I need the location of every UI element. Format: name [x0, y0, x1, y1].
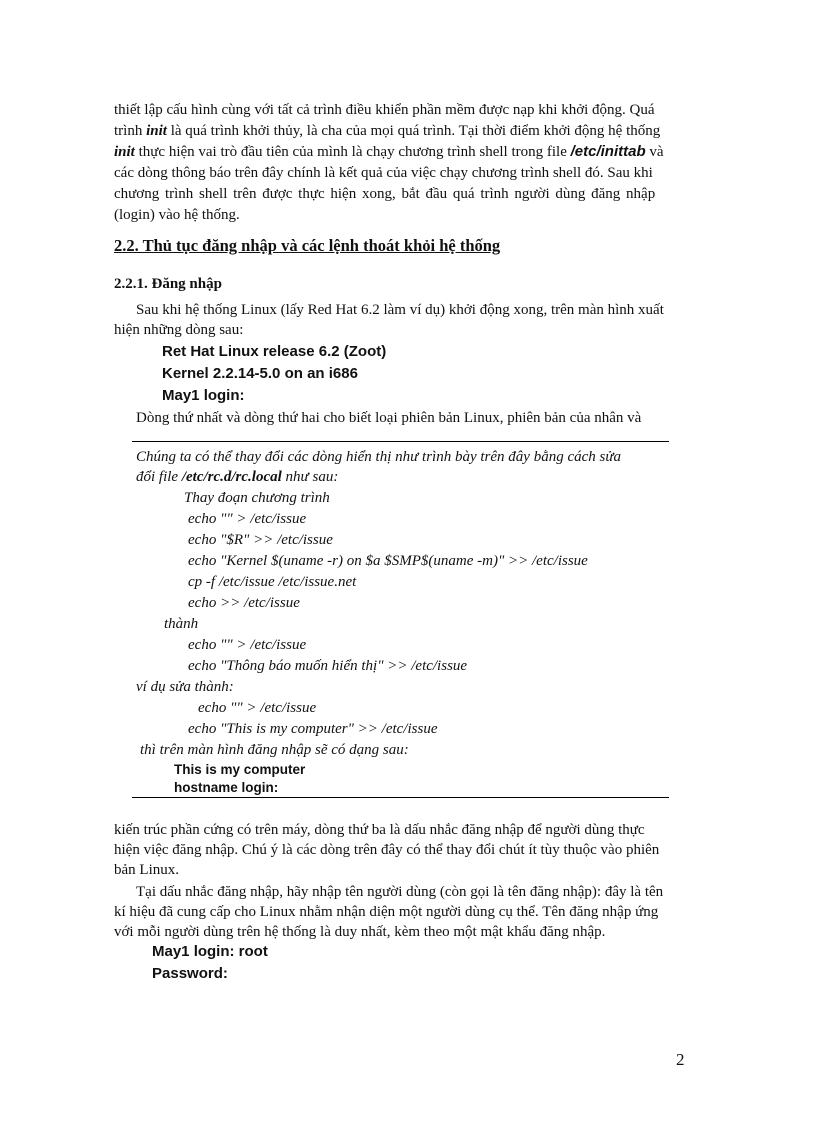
- login-line-2: Password:: [152, 965, 228, 982]
- subsection-heading: 2.2.1. Đăng nhập: [114, 276, 222, 292]
- boot-para-line-2: hiện những dòng sau:: [114, 322, 244, 338]
- boot-line-1: Ret Hat Linux release 6.2 (Zoot): [162, 343, 387, 360]
- after-boot-line: Dòng thứ nhất và dòng thứ hai cho biết loại phiên bản Linux, phiên bản của nhân và: [136, 410, 642, 426]
- note-line-1: Chúng ta có thể thay đổi các dòng hiển thị như trình bày trên đây bằng cách sửa: [136, 449, 622, 465]
- note-screen-line: This is my computer: [174, 762, 306, 777]
- intro-line-6: (login) vào hệ thống.: [114, 207, 240, 223]
- note-line-2: đổi file /etc/rc.d/rc.local như sau:: [136, 469, 339, 485]
- after-note-line-5: kí hiệu đã cung cấp cho Linux nhằm nhận diện một người dùng cụ thể. Tên đăng nhập ứng: [114, 904, 659, 920]
- login-line-1: May1 login: root: [152, 943, 268, 960]
- intro-line-5: chương trình shell trên được thực hiện xong, bắt đầu quá trình người dùng đăng nhập: [114, 186, 656, 202]
- after-note-line-3: bản Linux.: [114, 862, 179, 878]
- note-thanh: thành: [164, 616, 199, 632]
- note-vidu: ví dụ sửa thành:: [136, 679, 234, 695]
- after-note-line-1: kiến trúc phần cứng có trên máy, dòng thứ ba là dấu nhắc đăng nhập để người dùng thực: [114, 822, 645, 838]
- intro-line-1: thiết lập cấu hình cùng với tất cả trình điều khiển phần mềm được nạp khi khởi động. Quá: [114, 102, 655, 118]
- boot-para-line-1: Sau khi hệ thống Linux (lấy Red Hat 6.2 làm ví dụ) khởi động xong, trên màn hình xuất: [136, 302, 664, 318]
- boot-line-2: Kernel 2.2.14-5.0 on an i686: [162, 365, 358, 382]
- note-code2-line: echo "" > /etc/issue: [188, 637, 307, 653]
- note-code1-line: echo >> /etc/issue: [188, 595, 300, 611]
- note-line-3: Thay đoạn chương trình: [184, 490, 330, 506]
- note-code3-line: echo "This is my computer" >> /etc/issue: [188, 721, 438, 737]
- note-box: [132, 441, 669, 798]
- note-result: thì trên màn hình đăng nhập sẽ có dạng sau:: [140, 742, 409, 758]
- section-heading: 2.2. Thủ tục đăng nhập và các lệnh thoát khỏi hệ thống: [114, 236, 501, 255]
- note-code1-line: cp -f /etc/issue /etc/issue.net: [188, 574, 357, 590]
- note-code1-line: echo "$R" >> /etc/issue: [188, 532, 333, 548]
- after-note-line-4: Tại dấu nhắc đăng nhập, hãy nhập tên người dùng (còn gọi là tên đăng nhập): đây là tên: [136, 884, 664, 900]
- intro-line-4: các dòng thông báo trên đây chính là kết quả của việc chạy chương trình shell đó. Sau khi: [114, 165, 653, 181]
- page-number: 2: [676, 1050, 685, 1069]
- boot-line-3: May1 login:: [162, 387, 245, 404]
- note-code1-line: echo "" > /etc/issue: [188, 511, 307, 527]
- note-screen-line: hostname login:: [174, 780, 279, 795]
- intro-line-2: trình init là quá trình khởi thủy, là cha của mọi quá trình. Tại thời điểm khởi động hệ thống: [114, 123, 661, 139]
- intro-line-3: init thực hiện vai trò đầu tiên của mình là chạy chương trình shell trong file /etc/inittab và: [114, 143, 664, 160]
- after-note-line-2: hiện việc đăng nhập. Chú ý là các dòng trên đây có thể thay đổi chút ít tùy thuộc vào phiên: [114, 842, 660, 858]
- after-note-line-6: với mỗi người dùng trên hệ thống là duy nhất, kèm theo một mật khẩu đăng nhập.: [114, 924, 606, 940]
- note-code2-line: echo "Thông báo muốn hiển thị" >> /etc/issue: [188, 658, 468, 674]
- note-code3-line: echo "" > /etc/issue: [198, 700, 317, 716]
- note-code1-line: echo "Kernel $(uname -r) on $a $SMP$(uname -m)" >> /etc/issue: [188, 553, 588, 569]
